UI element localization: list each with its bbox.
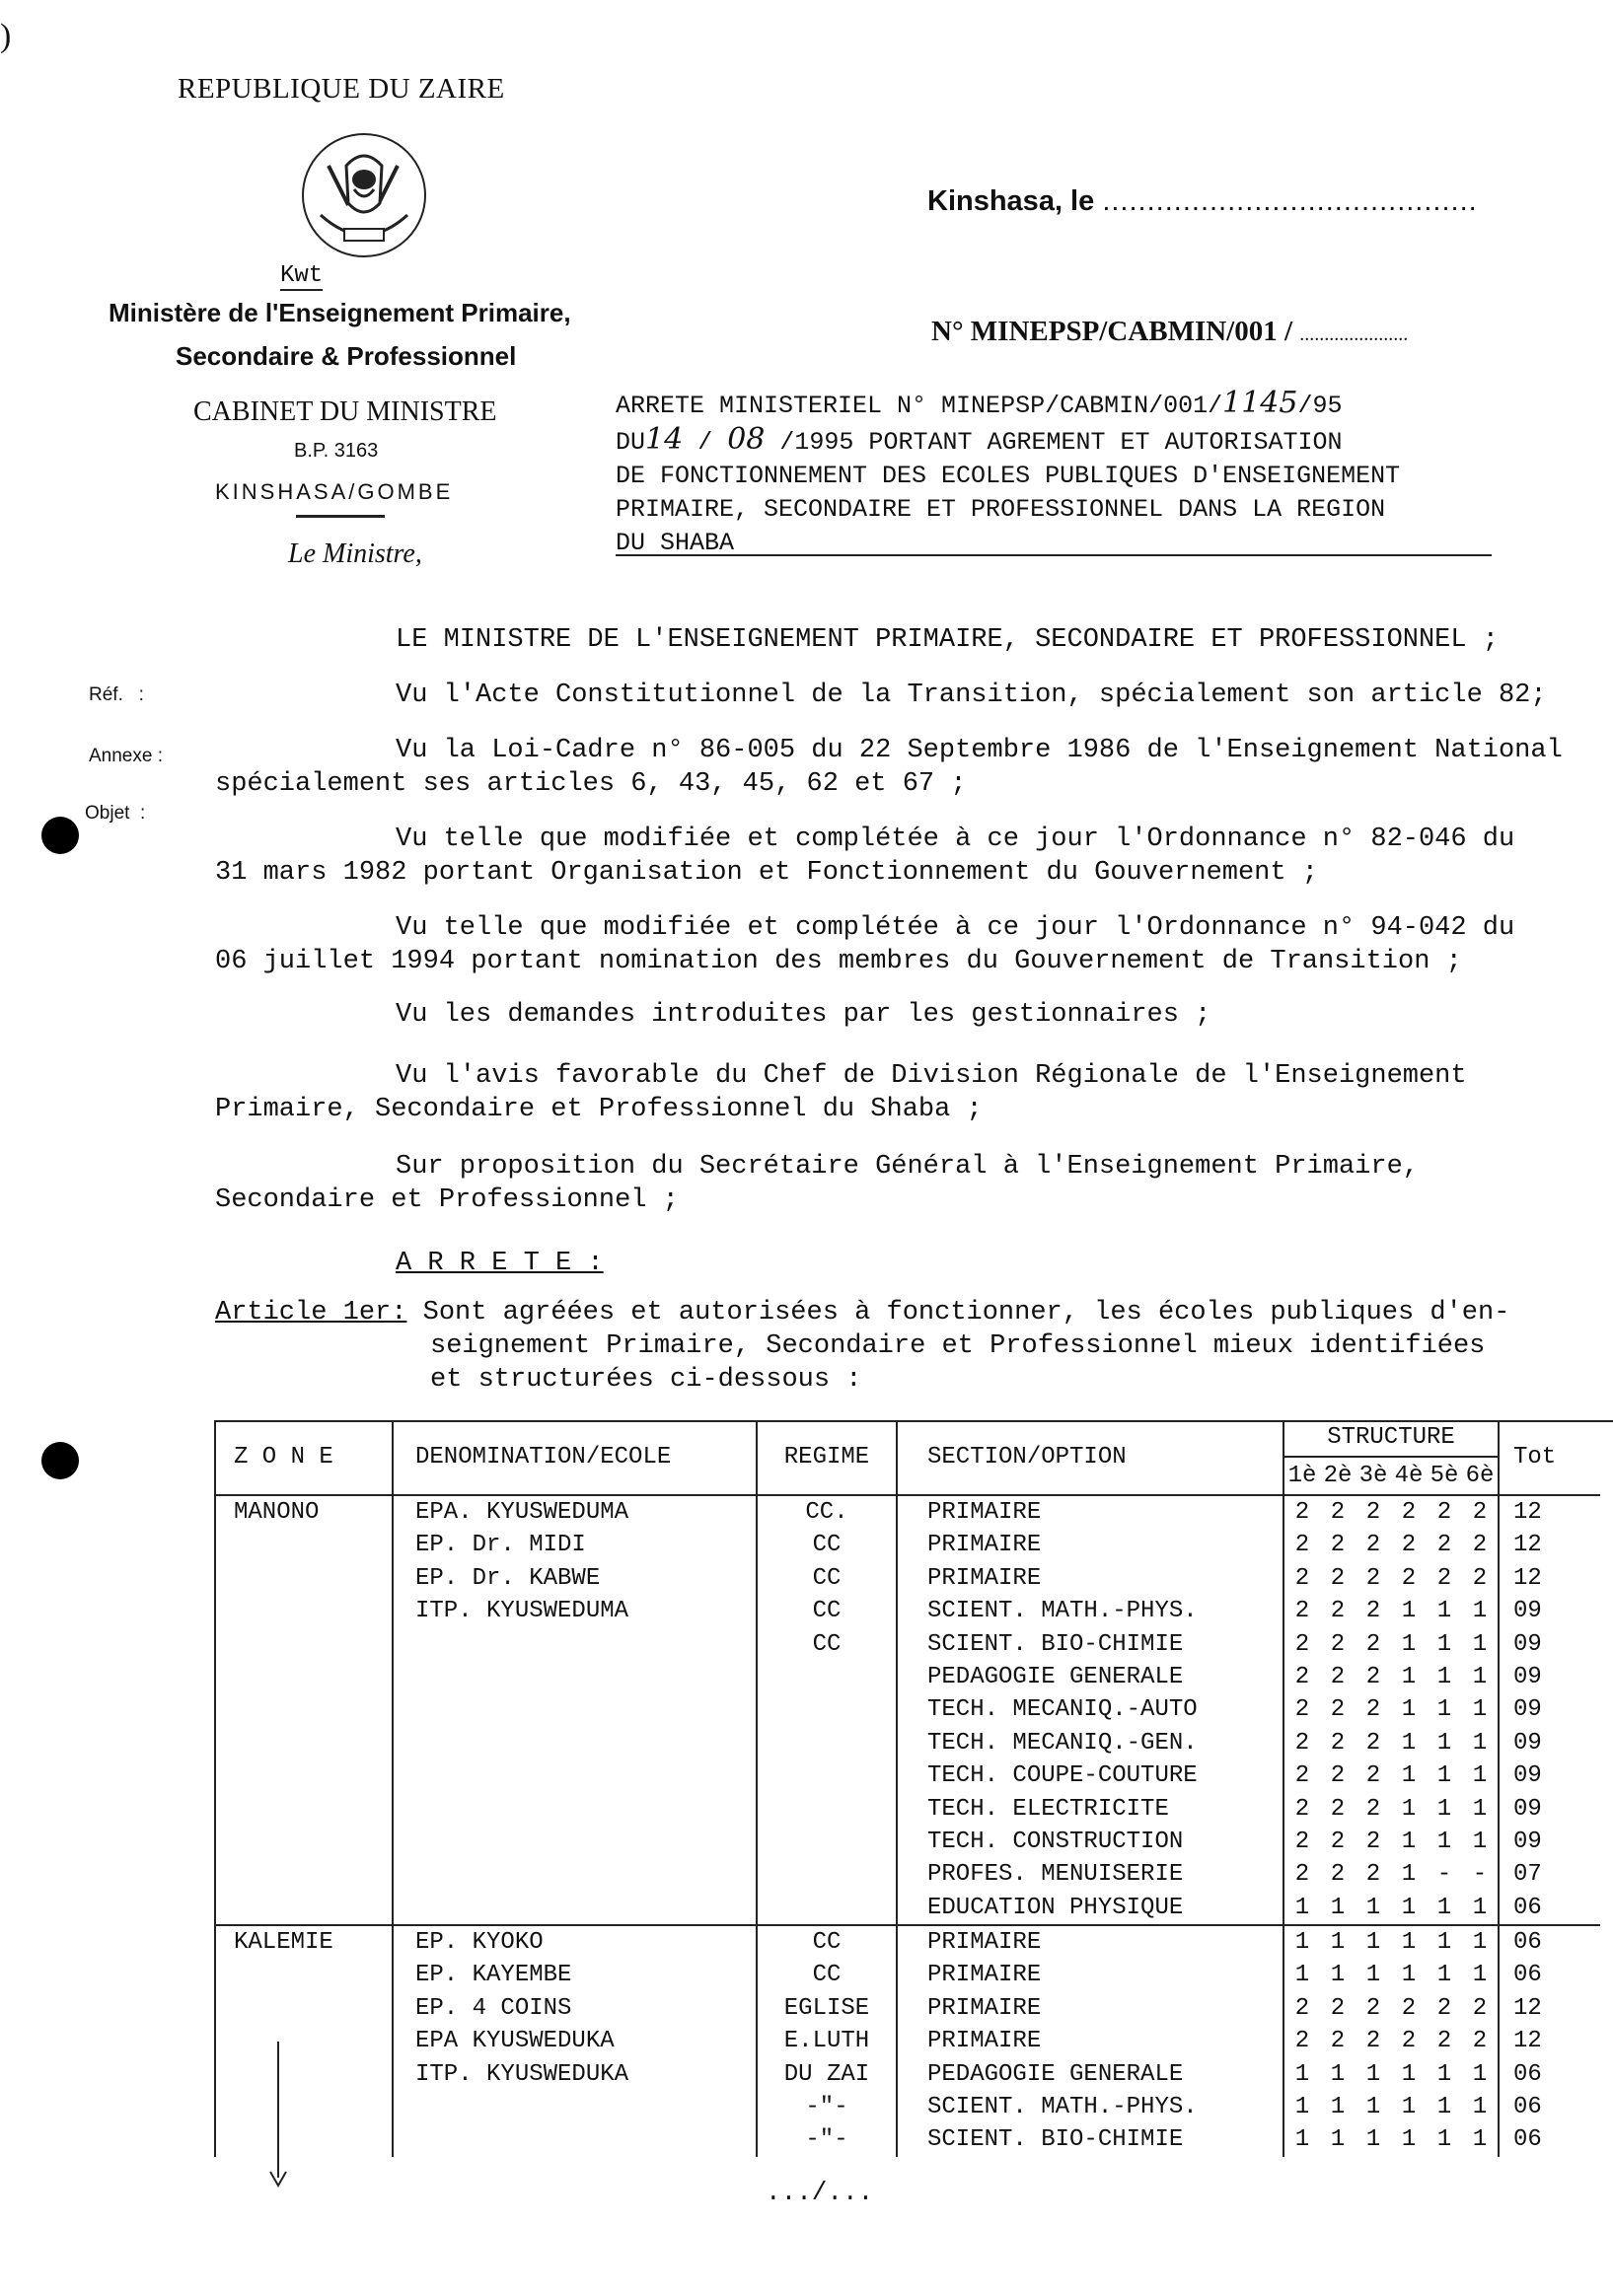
country-name: REPUBLIQUE DU ZAIRE [178, 73, 505, 105]
section-option-line: PEDAGOGIE GENERALE [927, 2060, 1184, 2088]
grade-2-line: 2 [1330, 1696, 1346, 1724]
table-body [215, 1495, 1600, 2157]
grade-6-line: 1 [1472, 1598, 1488, 1625]
total-line: 12 [1513, 2028, 1542, 2055]
section-option-line: TECH. COUPE-COUTURE [927, 1762, 1198, 1790]
article-1-label: Article 1er: [215, 1298, 407, 1327]
grade-4-line: 2 [1401, 1994, 1417, 2022]
punch-hole-bottom [41, 1442, 79, 1479]
grade-4-line: 1 [1401, 1828, 1417, 1855]
grade-5-line: 1 [1436, 1663, 1452, 1690]
regime-line: CC [812, 1630, 842, 1658]
grade-4 [1391, 1925, 1427, 2157]
grade-1-line: 2 [1294, 1795, 1310, 1823]
grade-4-line: 2 [1401, 1532, 1417, 1559]
paragraph-3 [215, 823, 1596, 890]
paragraph-4 [215, 911, 1596, 978]
col-zone: Z O N E [215, 1420, 393, 1495]
grade-6 [1462, 1925, 1499, 2157]
grade-6-line: 1 [1472, 2126, 1488, 2154]
grade-header-4: 4è [1394, 1463, 1424, 1489]
grade-4-line: 1 [1401, 1598, 1417, 1625]
grade-4-line: 1 [1401, 1630, 1417, 1658]
reference-number-text: N° MINEPSP/CABMIN/001 / [931, 316, 1293, 347]
grade-4-line: 1 [1401, 1663, 1417, 1690]
section-option-line: SCIENT. MATH.-PHYS. [927, 2094, 1198, 2121]
arrete-line1-suffix: /95 [1297, 392, 1343, 420]
paragraph-6 [215, 1059, 1596, 1126]
grade-header-2: 2è [1323, 1463, 1353, 1489]
margin-mark: ) [0, 18, 12, 54]
grade-4-line: 1 [1401, 1929, 1417, 1957]
regime-line: CC [812, 1962, 842, 1989]
col-denomination: DENOMINATION/ECOLE [393, 1420, 757, 1495]
paragraph-7-line1: Sur proposition du Secrétaire Général à l'Enseignement Primaire, [396, 1152, 1419, 1182]
grade-6-line: - [1472, 1861, 1488, 1889]
grade-5-line: 1 [1436, 1630, 1452, 1658]
paragraph-6-line2: Primaire, Secondaire et Professionnel du Shaba ; [215, 1095, 983, 1124]
grade-4-line: 1 [1401, 1795, 1417, 1823]
grade-3-line: 2 [1365, 1729, 1381, 1757]
grade-header-6: 6è [1465, 1463, 1495, 1489]
grade-5-line: 1 [1436, 1598, 1452, 1625]
school-name-line: EP. KYOKO [415, 1929, 544, 1957]
grade-2-line: 2 [1330, 1795, 1346, 1823]
schools-table [214, 1420, 1600, 2157]
grade-6-line: 1 [1472, 1762, 1488, 1790]
arrete-line1-prefix: ARRETE MINISTERIEL N° MINEPSP/CABMIN/001/ [616, 392, 1223, 420]
grade-4 [1391, 1495, 1427, 1925]
section-option-line: EDUCATION PHYSIQUE [927, 1894, 1184, 1921]
grade-3-line: 1 [1365, 1962, 1381, 1989]
grade-2 [1320, 1925, 1356, 2157]
school-name-line: EPA. KYUSWEDUMA [415, 1499, 629, 1526]
total-line: 06 [1513, 2126, 1542, 2154]
minister-heading-text: LE MINISTRE DE L'ENSEIGNEMENT PRIMAIRE, SECONDAIRE ET PROFESSIONNEL ; [396, 625, 1499, 655]
section-option-line: SCIENT. BIO-CHIMIE [927, 2126, 1184, 2154]
total-line: 06 [1513, 1929, 1542, 1957]
article-1-line3: et structurées ci-dessous : [430, 1365, 862, 1395]
arrete-line2-suffix: /1995 PORTANT AGREMENT ET AUTORISATION [779, 428, 1343, 457]
continuation-arrow-icon [268, 2042, 288, 2189]
grade-2-line: 2 [1330, 1994, 1346, 2022]
total-line: 09 [1513, 1762, 1542, 1790]
postal-box: B.P. 3163 [294, 440, 379, 462]
grade-3-line: 2 [1365, 1499, 1381, 1526]
grade-5 [1427, 1925, 1462, 2157]
grade-4-line: 1 [1401, 1894, 1417, 1921]
grade-3-line: 2 [1365, 1828, 1381, 1855]
grade-6-line: 1 [1472, 1962, 1488, 1989]
col-section: SECTION/OPTION [897, 1420, 1283, 1495]
grade-5-line: 1 [1436, 1762, 1452, 1790]
article-1 [215, 1296, 1596, 1397]
arrete-title [616, 387, 1503, 560]
grade-5-line: 1 [1436, 1696, 1452, 1724]
regime [757, 1495, 897, 1925]
grade-5-line: 1 [1436, 1828, 1452, 1855]
paragraph-7 [215, 1150, 1596, 1217]
section-option-line: TECH. MECANIQ.-GEN. [927, 1729, 1198, 1757]
grade-5 [1427, 1495, 1462, 1925]
handwritten-day: 14 [645, 422, 684, 457]
total-line: 06 [1513, 1894, 1542, 1921]
grade-3-line: 2 [1365, 1532, 1381, 1559]
grade-1-line: 2 [1294, 1828, 1310, 1855]
paragraph-5 [215, 998, 1596, 1032]
total-line: 06 [1513, 2060, 1542, 2088]
grade-6-line: 2 [1472, 1994, 1488, 2022]
section-option-line: PRIMAIRE [927, 2028, 1042, 2055]
minister-heading [215, 623, 1596, 657]
regime-line: -"- [805, 2126, 848, 2154]
grade-1-line: 1 [1294, 1929, 1310, 1957]
arrete-heading-text: A R R E T E : [396, 1249, 604, 1278]
grade-header-5: 5è [1430, 1463, 1459, 1489]
paragraph-1 [215, 679, 1596, 712]
zone-name: KALEMIE [234, 1929, 333, 1957]
school-name [393, 1495, 757, 1925]
grade-2-line: 2 [1330, 1532, 1346, 1559]
paragraph-3-line1: Vu telle que modifiée et complétée à ce jour l'Ordonnance n° 82-046 du [396, 825, 1515, 854]
school-name-line: EP. 4 COINS [415, 1994, 572, 2022]
school-name [393, 1925, 757, 2157]
section-option-line: PRIMAIRE [927, 1499, 1042, 1526]
total-line: 06 [1513, 1962, 1542, 1989]
grade-header-3: 3è [1358, 1463, 1388, 1489]
grade-5-line: 1 [1436, 1962, 1452, 1989]
grade-4-line: 2 [1401, 2028, 1417, 2055]
grade-3-line: 2 [1365, 1663, 1381, 1690]
grade-2-line: 2 [1330, 1762, 1346, 1790]
grade-1-line: 2 [1294, 1729, 1310, 1757]
section-option-line: TECH. CONSTRUCTION [927, 1828, 1184, 1855]
section-option-line: PRIMAIRE [927, 1994, 1042, 2022]
grade-1-line: 2 [1294, 1532, 1310, 1559]
grade-5-line: 2 [1436, 1532, 1452, 1559]
school-name-line: EP. Dr. MIDI [415, 1532, 586, 1559]
grade-5-line: 1 [1436, 2094, 1452, 2121]
arrete-line2-prefix: DU [616, 428, 646, 457]
grade-4-line: 1 [1401, 2094, 1417, 2121]
grade-5-line: 1 [1436, 2060, 1452, 2088]
grade-3-line: 2 [1365, 1994, 1381, 2022]
signatory: Le Ministre, [288, 538, 422, 569]
ministry-line2: Secondaire & Professionnel [176, 341, 517, 371]
arrete-title-line5: DU SHABA [616, 529, 735, 557]
grade-5-line: 1 [1436, 1795, 1452, 1823]
grade-headers [1284, 1458, 1498, 1494]
section-option-line: PEDAGOGIE GENERALE [927, 1663, 1184, 1690]
zone-cell [215, 1925, 393, 2157]
section-option [897, 1925, 1283, 2157]
zone-cell [215, 1495, 393, 1925]
grade-4-line: 1 [1401, 1696, 1417, 1724]
grade-2-line: 2 [1330, 2028, 1346, 2055]
total-line: 09 [1513, 1630, 1542, 1658]
grade-3-line: 2 [1365, 1861, 1381, 1889]
total-line: 09 [1513, 1828, 1542, 1855]
grade-3-line: 1 [1365, 1929, 1381, 1957]
regime-line: -"- [805, 2094, 848, 2121]
grade-1-line: 1 [1294, 2060, 1310, 2088]
grade-2-line: 1 [1330, 1929, 1346, 1957]
grade-6-line: 2 [1472, 1564, 1488, 1592]
total-line: 09 [1513, 1696, 1542, 1724]
address: KINSHASA/GOMBE [215, 479, 454, 504]
paragraph-6-line1: Vu l'avis favorable du Chef de Division Régionale de l'Enseignement [396, 1061, 1467, 1091]
grade-6-line: 1 [1472, 1630, 1488, 1658]
annexe-label: Annexe : [89, 746, 163, 766]
continuation-mark: .../... [766, 2178, 874, 2207]
grade-6-line: 1 [1472, 1828, 1488, 1855]
grade-4-line: 1 [1401, 1861, 1417, 1889]
grade-5-line: 2 [1436, 1499, 1452, 1526]
grade-4-line: 2 [1401, 1564, 1417, 1592]
article-1-line1: Sont agréées et autorisées à fonctionner, les écoles publiques d'en- [422, 1298, 1510, 1327]
paragraph-2 [215, 734, 1596, 801]
regime-line: CC. [805, 1499, 848, 1526]
grade-1 [1283, 1925, 1320, 2157]
paragraph-2-line2: spécialement ses articles 6, 43, 45, 62 et 67 ; [215, 769, 967, 799]
grade-5-line: 2 [1436, 1564, 1452, 1592]
grade-6-line: 1 [1472, 1894, 1488, 1921]
grade-3-line: 1 [1365, 2060, 1381, 2088]
regime-line: DU ZAI [783, 2060, 870, 2088]
section-option-line: PRIMAIRE [927, 1532, 1042, 1559]
col-regime: REGIME [757, 1420, 897, 1495]
ministry-line1: Ministère de l'Enseignement Primaire, [109, 298, 571, 327]
paragraph-2-line1: Vu la Loi-Cadre n° 86-005 du 22 Septembre 1986 de l'Enseignement National [396, 736, 1563, 765]
section-option-line: PRIMAIRE [927, 1564, 1042, 1592]
grade-6-line: 1 [1472, 1696, 1488, 1724]
grade-2-line: 2 [1330, 1663, 1346, 1690]
grade-6-line: 2 [1472, 1532, 1488, 1559]
grade-1-line: 2 [1294, 1762, 1310, 1790]
grade-2-line: 1 [1330, 2060, 1346, 2088]
total-line: 09 [1513, 1795, 1542, 1823]
table-row [215, 1495, 1600, 1925]
col-total: Tot [1499, 1420, 1600, 1495]
section-option-line: SCIENT. MATH.-PHYS. [927, 1598, 1198, 1625]
cabinet-label: CABINET DU MINISTRE [193, 396, 497, 427]
arrete-heading [215, 1247, 1596, 1280]
grade-3-line: 1 [1365, 2094, 1381, 2121]
grade-5-line: 1 [1436, 2126, 1452, 2154]
grade-2-line: 2 [1330, 1598, 1346, 1625]
grade-3 [1356, 1925, 1391, 2157]
section-option-line: TECH. MECANIQ.-AUTO [927, 1696, 1198, 1724]
ref-label: Réf. : [89, 684, 144, 705]
handwritten-number: 1145 [1222, 386, 1298, 420]
grade-1-line: 1 [1294, 2126, 1310, 2154]
grade-6-line: 1 [1472, 2060, 1488, 2088]
grade-1-line: 2 [1294, 1564, 1310, 1592]
total [1499, 1495, 1600, 1925]
grade-3-line: 2 [1365, 1564, 1381, 1592]
school-name-line: EP. KAYEMBE [415, 1962, 572, 1989]
grade-5-line: - [1436, 1861, 1452, 1889]
grade-2-line: 2 [1330, 1828, 1346, 1855]
regime [757, 1925, 897, 2157]
reference-number [931, 316, 1408, 348]
grade-1-line: 1 [1294, 2094, 1310, 2121]
grade-3-line: 2 [1365, 1630, 1381, 1658]
grade-2-line: 2 [1330, 1564, 1346, 1592]
objet-label: Objet : [85, 803, 146, 824]
paragraph-7-line2: Secondaire et Professionnel ; [215, 1185, 679, 1215]
grade-3-line: 1 [1365, 1894, 1381, 1921]
grade-1 [1283, 1495, 1320, 1925]
grade-2-line: 2 [1330, 1729, 1346, 1757]
grade-6-line: 2 [1472, 1499, 1488, 1526]
school-name-line: ITP. KYUSWEDUKA [415, 2060, 629, 2088]
national-seal [291, 126, 437, 272]
grade-3-line: 2 [1365, 1762, 1381, 1790]
grade-3-line: 1 [1365, 2126, 1381, 2154]
grade-6-line: 1 [1472, 1795, 1488, 1823]
grade-4-line: 1 [1401, 1762, 1417, 1790]
grade-6-line: 1 [1472, 1929, 1488, 1957]
city-date-label [927, 185, 1478, 218]
grade-5-line: 2 [1436, 2028, 1452, 2055]
arrete-title-rule [616, 554, 1492, 556]
grade-3 [1356, 1495, 1391, 1925]
grade-5-line: 1 [1436, 1929, 1452, 1957]
section-option-line: PRIMAIRE [927, 1962, 1042, 1989]
grade-1-line: 2 [1294, 1861, 1310, 1889]
regime-line: CC [812, 1564, 842, 1592]
arrete-title-line2: DU14 / 08 /1995 PORTANT AGREMENT ET AUTORISATION [616, 422, 1343, 457]
grade-2-line: 2 [1330, 1630, 1346, 1658]
address-underline [296, 515, 385, 518]
grade-6 [1462, 1495, 1499, 1925]
grade-2-line: 1 [1330, 1962, 1346, 1989]
paragraph-3-line2: 31 mars 1982 portant Organisation et Fonctionnement du Gouvernement ; [215, 858, 1318, 888]
article-1-line2: seignement Primaire, Secondaire et Professionnel mieux identifiées [430, 1331, 1486, 1361]
grade-2-line: 2 [1330, 1861, 1346, 1889]
total-line: 12 [1513, 1532, 1542, 1559]
total-line: 09 [1513, 1729, 1542, 1757]
regime-line: EGLISE [783, 1994, 870, 2022]
school-name-line: EPA KYUSWEDUKA [415, 2028, 615, 2055]
grade-1-line: 2 [1294, 1994, 1310, 2022]
grade-3-line: 2 [1365, 1696, 1381, 1724]
grade-3-line: 2 [1365, 2028, 1381, 2055]
grade-2-line: 1 [1330, 2126, 1346, 2154]
grade-6-line: 1 [1472, 2094, 1488, 2121]
reference-dots: ...................... [1299, 323, 1409, 345]
city-date-text: Kinshasa, le [927, 185, 1095, 217]
total-line: 07 [1513, 1861, 1542, 1889]
grade-1-line: 2 [1294, 2028, 1310, 2055]
handwritten-month: 08 [727, 422, 766, 457]
grade-1-line: 2 [1294, 1598, 1310, 1625]
grade-5-line: 1 [1436, 1894, 1452, 1921]
seal-caption: Kwt [280, 262, 324, 289]
arrete-title-line3: DE FONCTIONNEMENT DES ECOLES PUBLIQUES D'ENSEIGNEMENT [616, 462, 1401, 490]
total-line: 06 [1513, 2094, 1542, 2121]
grade-6-line: 1 [1472, 1729, 1488, 1757]
grade-2-line: 1 [1330, 2094, 1346, 2121]
section-option-line: TECH. ELECTRICITE [927, 1795, 1169, 1823]
grade-4-line: 1 [1401, 1729, 1417, 1757]
grade-6-line: 2 [1472, 2028, 1488, 2055]
paragraph-4-line2: 06 juillet 1994 portant nomination des membres du Gouvernement de Transition ; [215, 947, 1462, 976]
grade-3-line: 2 [1365, 1598, 1381, 1625]
grade-2-line: 1 [1330, 1894, 1346, 1921]
regime-line: E.LUTH [783, 2028, 870, 2055]
school-name-line: EP. Dr. KABWE [415, 1564, 601, 1592]
total-line: 12 [1513, 1994, 1542, 2022]
grade-2 [1320, 1495, 1356, 1925]
grade-5-line: 1 [1436, 1729, 1452, 1757]
grade-2-line: 2 [1330, 1499, 1346, 1526]
paragraph-1-text: Vu l'Acte Constitutionnel de la Transition, spécialement son article 82; [396, 681, 1547, 710]
arrete-title-line4: PRIMAIRE, SECONDAIRE ET PROFESSIONNEL DANS LA REGION [616, 495, 1386, 524]
grade-1-line: 1 [1294, 1894, 1310, 1921]
grade-4-line: 1 [1401, 2060, 1417, 2088]
grade-3-line: 2 [1365, 1795, 1381, 1823]
total-line: 12 [1513, 1564, 1542, 1592]
grade-5-line: 2 [1436, 1994, 1452, 2022]
section-option-line: PRIMAIRE [927, 1929, 1042, 1957]
grade-6-line: 1 [1472, 1663, 1488, 1690]
section-option [897, 1495, 1283, 1925]
total-line: 12 [1513, 1499, 1542, 1526]
grade-1-line: 2 [1294, 1499, 1310, 1526]
section-option-line: SCIENT. BIO-CHIMIE [927, 1630, 1184, 1658]
city-date-dots: .......................................... [1102, 185, 1478, 217]
grade-1-line: 1 [1294, 1962, 1310, 1989]
grade-4-line: 1 [1401, 1962, 1417, 1989]
regime-line: CC [812, 1532, 842, 1559]
total-line: 09 [1513, 1598, 1542, 1625]
total [1499, 1925, 1600, 2157]
arrete-title-line1 [616, 387, 1503, 423]
paragraph-5-text: Vu les demandes introduites par les gestionnaires ; [396, 1000, 1211, 1030]
section-option-line: PROFES. MENUISERIE [927, 1861, 1184, 1889]
regime-line: CC [812, 1598, 842, 1625]
regime-line: CC [812, 1929, 842, 1957]
punch-hole-top [41, 817, 79, 854]
grade-4-line: 2 [1401, 1499, 1417, 1526]
col-structure [1283, 1420, 1499, 1495]
table-row [215, 1925, 1600, 2157]
paragraph-4-line1: Vu telle que modifiée et complétée à ce jour l'Ordonnance n° 94-042 du [396, 913, 1515, 943]
zone-name: MANONO [234, 1499, 320, 1526]
grade-1-line: 2 [1294, 1630, 1310, 1658]
grade-1-line: 2 [1294, 1696, 1310, 1724]
grade-header-1: 1è [1287, 1463, 1317, 1489]
grade-4-line: 1 [1401, 2126, 1417, 2154]
total-line: 09 [1513, 1663, 1542, 1690]
school-name-line: ITP. KYUSWEDUMA [415, 1598, 629, 1625]
grade-1-line: 2 [1294, 1663, 1310, 1690]
structure-label: STRUCTURE [1284, 1420, 1498, 1458]
